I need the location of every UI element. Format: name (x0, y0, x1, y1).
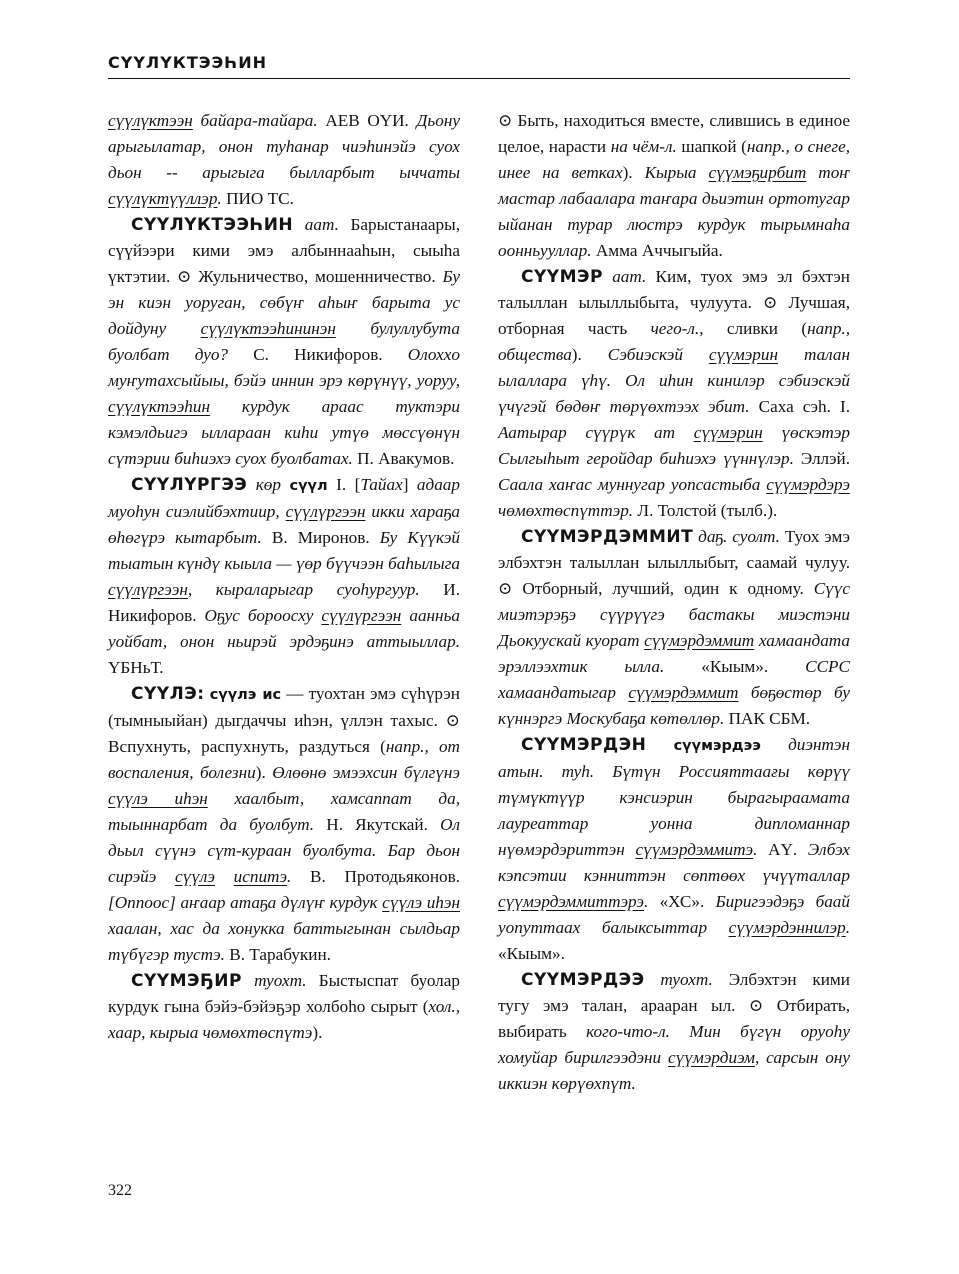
example-word: сүүлүргээн (108, 580, 188, 599)
example-text: напр., от воспаления, болезни (108, 737, 460, 782)
example-text: булуллубута буолбат дуо? (108, 319, 461, 364)
example-text: байара-тайара. (192, 111, 326, 130)
example-text: Ол дьыл сүүнэ сүт-кураан буолбута. Бар дьон сирэйэ (108, 815, 460, 886)
example-text: кого-что-л. (586, 1022, 670, 1041)
entry-suule (108, 681, 460, 968)
example-word: сүүлүргээн (285, 502, 366, 521)
example-word: сүүлүктээн (108, 111, 193, 130)
left-column (108, 108, 460, 1046)
grammar-label: аат. (602, 267, 656, 286)
headword: СҮҮЛҮРГЭЭ (131, 475, 248, 495)
definition: Элбэхтэн кими тугу эмэ талан, арааран ыл. ⊙ Отбирать, выбирать (498, 970, 850, 1041)
spacer (646, 735, 673, 754)
definition: шапкой ( (676, 137, 747, 156)
example-text: Бу эн киэн уоруган, сөбүҥ аһыҥ барыта ус дойдуну (108, 267, 460, 338)
example-text: [Оппоос] аҥаар атаҕа дүлүҥ курдук (108, 893, 383, 912)
example-word: сүүмэрдэммитэ (635, 840, 754, 859)
example-word: сүүмэрдэммит (644, 631, 755, 650)
example-text: ты (435, 163, 460, 182)
source-ref: С. Никифоров. (253, 345, 408, 364)
example-text: Кырыа (644, 163, 709, 182)
cross-reference: сүүл (289, 478, 328, 494)
headword: СҮҮМЭР (521, 267, 603, 287)
spacer (215, 867, 234, 886)
example-text: . (753, 840, 769, 859)
source-ref: Л. Толстой (тылб.). (637, 501, 778, 520)
example-text: Өлөөнө эмээхсин бүлгүнэ (272, 763, 460, 782)
source-ref: ПИО ТС. (226, 189, 294, 208)
source-ref: В. Протодьяконов. (310, 867, 461, 886)
grammar-label: диэнтэн атын. туһ. (498, 735, 850, 781)
definition: ] (402, 475, 417, 494)
example-text: хол., хаар, кырыа чөмөхтөспүтэ (108, 997, 460, 1042)
example-text: Дьону арыгылатар, онон туһанар чиэһинэйэ суох дьон -- арыгыга былларбыт ычча (108, 111, 460, 182)
example-text: на чём-л. (610, 137, 677, 156)
example-text: Аатырар сүүрүк ат (498, 423, 694, 442)
example-text: талан ылаллара үһү. Ол иһин кинилэр сэбиэскэй үчүгэй бөдөҥ төрүөхтээх эбит. (498, 345, 850, 416)
definition: ). (571, 345, 608, 364)
source-ref: АЕВ ОҮИ. (325, 111, 417, 130)
headword: СҮҮМЭРДЭЭ (521, 970, 645, 990)
example-text: Тайах (360, 475, 403, 494)
example-text: . (644, 892, 660, 911)
example-word: сүүлэ (175, 867, 215, 886)
source-ref: Н. Якутскай. (326, 815, 441, 834)
example-text: . (217, 189, 227, 208)
entry-suumerdee (498, 967, 850, 1097)
entry-suulukteehin (108, 212, 460, 472)
grammar-label: суолт. (732, 527, 785, 546)
definition: ⊙ Быть, находиться вместе, слившись в единое целое, нарасти (498, 111, 850, 156)
definition: Барыстанаары, сүүйээри кими эмэ албыннааһын, сыыһа үктэтии. ⊙ Жульничество, мошенничество. (108, 215, 460, 286)
source-ref: «Кыым». (701, 657, 806, 676)
spacer (670, 1022, 689, 1041)
example-word: сүүмэрин (708, 345, 778, 364)
definition: — туохтан эмэ сүһүрэн (тымныыйан) дыгдаччы иһэн, үллэн тахыс. ⊙ Вспухнуть, распухнуть, раздуться ( (108, 684, 461, 756)
definition: , сливки ( (699, 319, 808, 338)
example-text: Сэбиэскэй (607, 345, 709, 364)
example-word: сүүлүктээһининэн (200, 319, 336, 338)
example-text: хаалан, хас да хонукка баттыгынан сылдьар түбүгэр тустэ. (108, 919, 460, 964)
example-text: Саала хаҥас муннугар уопсастыба (498, 475, 767, 494)
headword: СҮҮМЭРДЭН (521, 735, 647, 755)
example-text: курдук араас туктэри кэмэлдьигэ ыллараан киһи утүө мөссүөнүн сүтэрии биһиэхэ суох буолбатах. (108, 397, 460, 468)
example-word: сүүмэрин (693, 423, 763, 442)
source-ref: АҮ. (768, 840, 808, 859)
entry-suumer (498, 264, 850, 524)
definition: I. [ (327, 475, 361, 494)
example-text: хаалбыт, хамсаппат да, тыыннарбат да буолбут. (108, 789, 460, 834)
headword: СҮҮМЭРДЭММИТ (521, 527, 694, 547)
example-word: сүүлүктээһин (108, 397, 211, 416)
page-number: 322 (108, 1182, 132, 1199)
example-text: чего-л. (650, 319, 700, 338)
definition: Ким, туох эмэ эл бэхтэн талыллан ылыллыбыта, чулуута. ⊙ Лучшая, отборная часть (498, 267, 851, 338)
entry-continuation (108, 108, 460, 212)
source-ref: Амма Аччыгыйа. (595, 241, 723, 260)
example-text: адаар муоһун сиэлийбэхтиир, (108, 475, 460, 521)
definition: ). (622, 163, 645, 182)
running-head: СҮҮЛҮКТЭЭҺИН (108, 53, 267, 72)
example-text: Биригээдэҕэ баай уопуттаах балыксыттар (498, 892, 850, 937)
source-ref: И. Никифоров. (108, 580, 460, 625)
example-word: испитэ (233, 867, 288, 886)
example-text: Бу Күүкэй тыатын күндү кыыла — үөр бүүчээн баһылыга (108, 528, 460, 573)
entry-suumerdemmit (498, 524, 850, 732)
example-text: Сүүс миэтэрэҕэ сүүрүүгэ бастакы миэстэни Дьокуускай куорат (498, 579, 850, 650)
example-text: . (845, 918, 850, 937)
definition: ). (312, 1023, 323, 1042)
example-text: Бүтүн Россияттаағы көрүү түмүктүүр кэнсиэрин бырагыраамата лауреаттар уонна дипломаннар нүөмэрдэриттэн (498, 762, 850, 859)
example-text: икки хараҕа өһөгүрэ кытарбыт. (108, 502, 460, 547)
headword: СҮҮЛҮКТЭЭҺИН (131, 215, 294, 235)
headword: СҮҮМЭҔИР (131, 971, 242, 991)
entry-suumegir (108, 968, 460, 1046)
example-word: сүүлүктүүллэр (108, 189, 218, 208)
example-text: тоҥ мастар лабаалара таҥара дьиэтин ортотугар ыйанан турар люстрэ курдук тырымнаһа оонньууллар. (498, 163, 850, 260)
example-text: Оҕус бороосху (204, 606, 322, 625)
source-ref: Саха сэһ. I. (758, 397, 850, 416)
example-text: Олохxo муҥутахсыйыы, бэйэ иннин эрэ көрүнүү, уоруу, (108, 345, 460, 390)
example-text: напр., о снеге, инее на ветках (498, 137, 850, 182)
entry-suumerden (498, 732, 850, 967)
example-word: сүүмэрдэммит (628, 683, 739, 702)
example-text: Элбэх кэпсэтии кэнниттэн сөптөөх үчүүталлар (498, 840, 851, 885)
source-ref: ҮБНьТ. (108, 658, 164, 677)
example-text: напр., общества (498, 319, 851, 364)
example-text: хамаандата эрэллээхтик ылла. (498, 631, 851, 676)
definition: ). (255, 763, 273, 782)
definition: Туох эмэ элбэхтэн талыллан ылыллыбыт, саамай чулуу. ⊙ Отборный, лучший, один к одному. (498, 527, 850, 598)
headword: СҮҮЛЭ: (131, 684, 205, 704)
source-ref: В. Миронов. (271, 528, 380, 547)
example-text: чөмөхтөспүттэр. (498, 501, 638, 520)
example-text: , сарсын ону иккиэн көрүөхпүт. (498, 1048, 850, 1093)
example-text: аанньа уойбат, онон ньирэй эрдэҕинэ аттыыллар. (108, 606, 460, 651)
entry-continuation (498, 108, 850, 264)
example-word: сүүмэрдэммиттэрэ (498, 892, 645, 911)
example-text: үөскэтэр Сылгыһыт геройдар биһиэхэ үүннүлэр. (498, 423, 850, 468)
example-text: . (287, 867, 311, 886)
example-word: сүүмэрдэрэ (766, 475, 850, 494)
entry-suulurgee (108, 472, 460, 681)
example-text: ССРС хамаандатыгар (498, 657, 850, 702)
source-ref: Эллэй. (800, 449, 850, 468)
example-word: сүүмэрдиэм (668, 1048, 755, 1067)
definition: Быстыспат буолар курдук гына бэйэ-бэйэҕэр холбоһо сырыт ( (108, 971, 460, 1016)
example-word: сүүлүргээн (321, 606, 402, 625)
grammar-label: туохт. (644, 970, 729, 989)
grammar-label: даҕ. (693, 527, 733, 546)
example-text: бөҕөстөр бу күннэргэ Москубаҕа көтөллөр. (498, 683, 850, 728)
example-word: сүүлэ иһэн (382, 893, 460, 912)
grammar-label: туохт. (241, 971, 319, 990)
example-text: , кыраларыгар суоһургуур. (187, 580, 444, 599)
source-ref: «ХС». (659, 892, 716, 911)
header-rule (108, 78, 850, 79)
source-ref: П. Авакумов. (357, 449, 455, 468)
grammar-label: аат. (293, 215, 351, 234)
example-word: сүүлэ иһэн (108, 789, 208, 808)
cross-reference: сүүмэрдээ (673, 738, 761, 754)
source-ref: «Кыым». (498, 944, 565, 963)
source-ref: ПАК СБМ. (728, 709, 811, 728)
example-text: Мин бүгүн оруоһу хомуйар бирилгээдэни (498, 1022, 850, 1067)
right-column (498, 108, 850, 1097)
source-ref: В. Тарабукин. (229, 945, 331, 964)
phrase: сүүлэ ис (209, 687, 282, 703)
example-word: сүүмэҕирбит (708, 163, 807, 182)
example-word: сүүмэрдэннилэр (728, 918, 846, 937)
grammar-label: көр (247, 475, 290, 494)
